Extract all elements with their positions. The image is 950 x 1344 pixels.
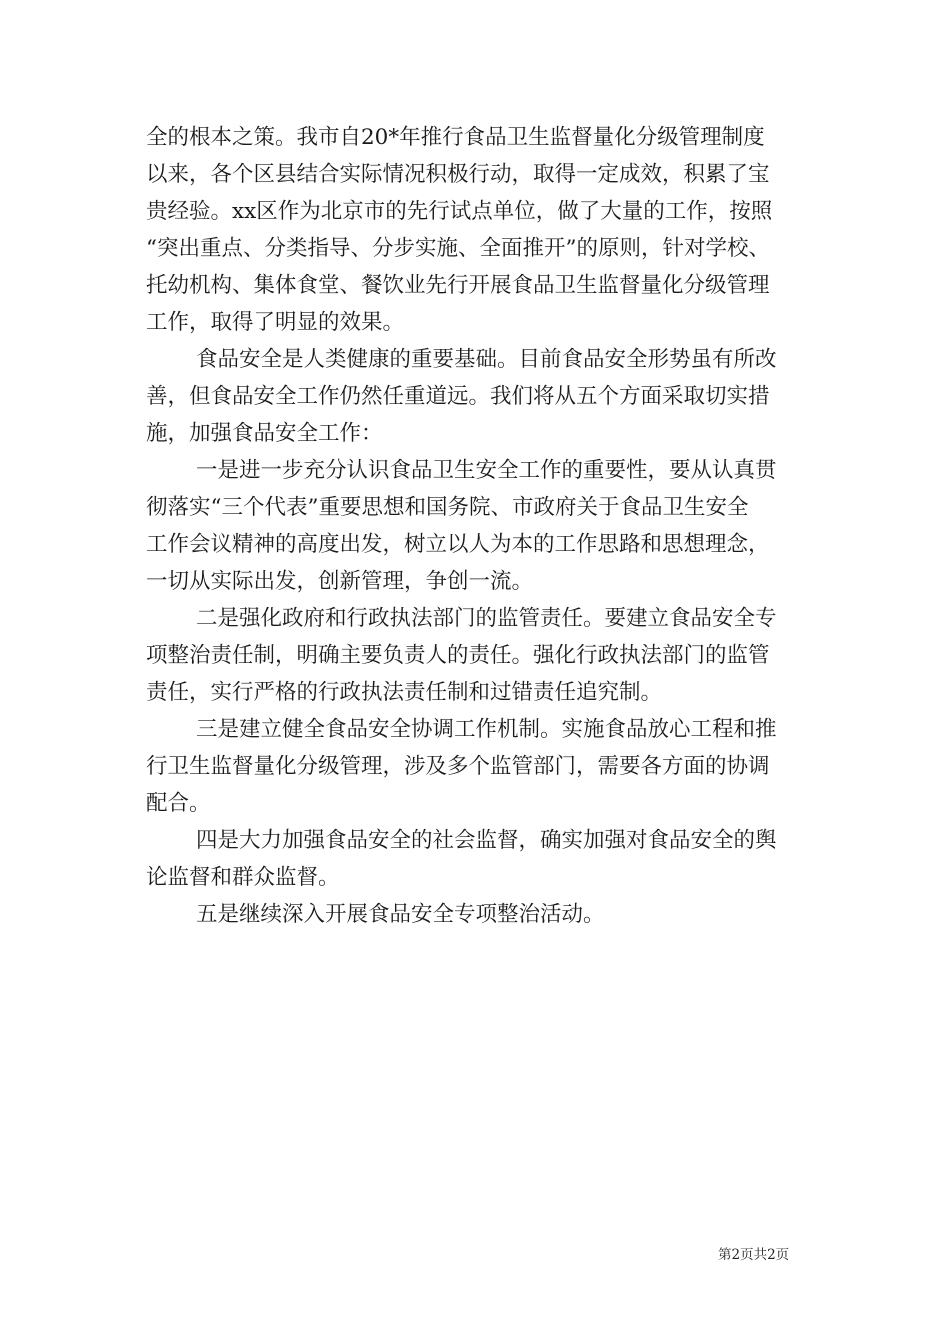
text-line: 以来，各个区县结合实际情况积极行动，取得一定成效，积累了宝 — [146, 162, 770, 187]
text-line: 贵经验。xx区作为北京市的先行试点单位，做了大量的工作，按照 — [146, 199, 773, 224]
text-line: 一是进一步充分认识食品卫生安全工作的重要性，要从认真贯 — [196, 458, 777, 483]
text-line: 二是强化政府和行政执法部门的监管责任。要建立食品安全专 — [196, 606, 777, 631]
text-line: 全的根本之策。我市自20*年推行食品卫生监督量化分级管理制度 — [146, 125, 765, 150]
text-line: 施，加强食品安全工作： — [146, 421, 383, 446]
text-line: “突出重点、分类指导、分步实施、全面推开”的原则，针对学校、 — [146, 236, 770, 261]
text-line: 配合。 — [146, 791, 211, 816]
text-line: 托幼机构、集体食堂、餐饮业先行开展食品卫生监督量化分级管理 — [146, 273, 770, 298]
text-line: 论监督和群众监督。 — [146, 865, 340, 890]
text-line: 四是大力加强食品安全的社会监督，确实加强对食品安全的舆 — [196, 828, 777, 853]
text-line: 善，但食品安全工作仍然任重道远。我们将从五个方面采取切实措 — [146, 384, 770, 409]
text-line: 责任，实行严格的行政执法责任制和过错责任追究制。 — [146, 680, 663, 705]
text-line: 项整治责任制，明确主要负责人的责任。强化行政执法部门的监管 — [146, 643, 770, 668]
text-line: 行卫生监督量化分级管理，涉及多个监管部门，需要各方面的协调 — [146, 754, 770, 779]
text-line: 三是建立健全食品安全协调工作机制。实施食品放心工程和推 — [196, 717, 777, 742]
text-line: 工作，取得了明显的效果。 — [146, 310, 405, 335]
page-number-footer: 第2页共2页 — [718, 1247, 790, 1263]
text-line: 彻落实“三个代表”重要思想和国务院、市政府关于食品卫生安全 — [146, 495, 749, 520]
text-line: 工作会议精神的高度出发，树立以人为本的工作思路和思想理念， — [146, 532, 770, 557]
text-line: 五是继续深入开展食品安全专项整治活动。 — [196, 902, 605, 927]
text-line: 一切从实际出发，创新管理，争创一流。 — [146, 569, 534, 594]
text-line: 食品安全是人类健康的重要基础。目前食品安全形势虽有所改 — [196, 347, 777, 372]
